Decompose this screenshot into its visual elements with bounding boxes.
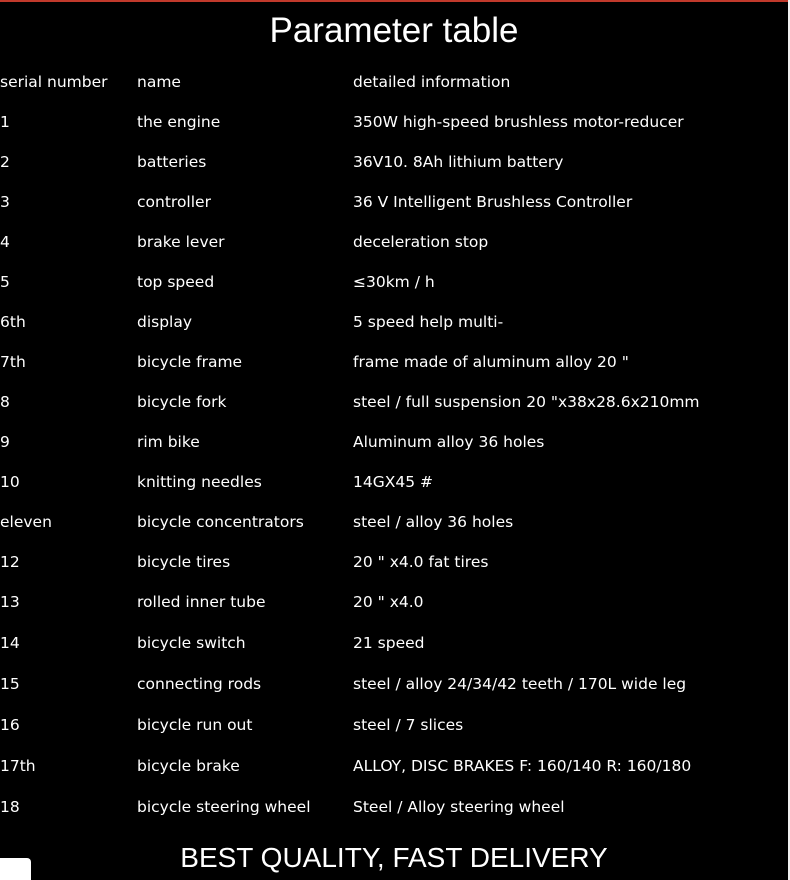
- footer-slogan: BEST QUALITY, FAST DELIVERY: [180, 842, 608, 873]
- row-name: bicycle concentrators: [137, 513, 304, 531]
- row-info: steel / full suspension 20 "x38x28.6x210mm: [353, 393, 700, 411]
- row-number: 8: [0, 393, 10, 411]
- table-row: [0, 502, 788, 542]
- row-number: 18: [0, 797, 20, 816]
- row-name: bicycle frame: [137, 353, 243, 371]
- row-info: 36 V Intelligent Brushless Controller: [353, 193, 633, 211]
- row-number: 16: [0, 715, 20, 734]
- table-row: [0, 102, 788, 142]
- row-info: frame made of aluminum alloy 20 ": [353, 353, 629, 371]
- row-info: Steel / Alloy steering wheel: [353, 797, 565, 816]
- row-number: 17th: [0, 756, 36, 775]
- row-name: bicycle steering wheel: [137, 797, 311, 816]
- row-number: 9: [0, 433, 10, 451]
- row-name: brake lever: [137, 233, 225, 251]
- row-name: batteries: [137, 153, 207, 171]
- column-header-name: name: [137, 73, 181, 91]
- page-title: Parameter table: [269, 11, 519, 50]
- table-row: [0, 745, 788, 786]
- row-info: 14GX45 #: [353, 473, 433, 491]
- table-row: [0, 142, 788, 182]
- row-number: 5: [0, 273, 10, 291]
- column-header-serial-number: serial number: [0, 73, 108, 91]
- row-info: 36V10. 8Ah lithium battery: [353, 153, 564, 171]
- row-name: bicycle run out: [137, 715, 253, 734]
- row-number: 13: [0, 593, 20, 611]
- row-info: 5 speed help multi-: [353, 313, 504, 331]
- table-header-row: [0, 62, 788, 102]
- row-info: 350W high-speed brushless motor-reducer: [353, 113, 684, 131]
- row-info: 21 speed: [353, 633, 425, 652]
- row-number: 6th: [0, 313, 26, 331]
- table-row: [0, 342, 788, 382]
- row-number: 4: [0, 233, 10, 251]
- row-info: steel / alloy 36 holes: [353, 513, 514, 531]
- row-name: display: [137, 313, 193, 331]
- table-row: [0, 222, 788, 262]
- row-info: steel / alloy 24/34/42 teeth / 170L wide leg: [353, 674, 687, 693]
- table-row: [0, 182, 788, 222]
- row-info: ≤30km / h: [353, 273, 435, 291]
- table-row: [0, 302, 788, 342]
- row-info: ALLOY, DISC BRAKES F: 160/140 R: 160/180: [353, 756, 692, 775]
- row-info: 20 " x4.0: [353, 593, 424, 611]
- row-name: bicycle brake: [137, 756, 240, 775]
- table-row: [0, 786, 788, 827]
- chat-widget-tab[interactable]: [0, 858, 31, 880]
- table-row: [0, 542, 788, 582]
- row-name: rolled inner tube: [137, 593, 266, 611]
- row-info: steel / 7 slices: [353, 715, 464, 734]
- table-row: [0, 704, 788, 745]
- parameter-table: [0, 62, 788, 827]
- table-row: [0, 262, 788, 302]
- row-number: 12: [0, 553, 20, 571]
- row-number: 7th: [0, 353, 26, 371]
- row-name: controller: [137, 193, 211, 211]
- table-row: [0, 462, 788, 502]
- table-row: [0, 622, 788, 663]
- row-name: bicycle tires: [137, 553, 231, 571]
- table-row: [0, 422, 788, 462]
- row-name: top speed: [137, 273, 215, 291]
- row-number: 15: [0, 674, 20, 693]
- row-name: bicycle switch: [137, 633, 246, 652]
- table-row: [0, 382, 788, 422]
- row-number: 2: [0, 153, 10, 171]
- row-name: bicycle fork: [137, 393, 227, 411]
- row-number: eleven: [0, 513, 52, 531]
- table-row: [0, 582, 788, 622]
- row-number: 3: [0, 193, 10, 211]
- top-divider: [0, 0, 790, 2]
- row-name: the engine: [137, 113, 221, 131]
- row-name: connecting rods: [137, 674, 262, 693]
- row-number: 14: [0, 633, 20, 652]
- row-info: 20 " x4.0 fat tires: [353, 553, 489, 571]
- column-header-detailed-information: detailed information: [353, 73, 511, 91]
- row-name: rim bike: [137, 433, 200, 451]
- row-number: 1: [0, 113, 10, 131]
- row-info: Aluminum alloy 36 holes: [353, 433, 545, 451]
- row-info: deceleration stop: [353, 233, 489, 251]
- row-name: knitting needles: [137, 473, 262, 491]
- row-number: 10: [0, 473, 20, 491]
- table-row: [0, 663, 788, 704]
